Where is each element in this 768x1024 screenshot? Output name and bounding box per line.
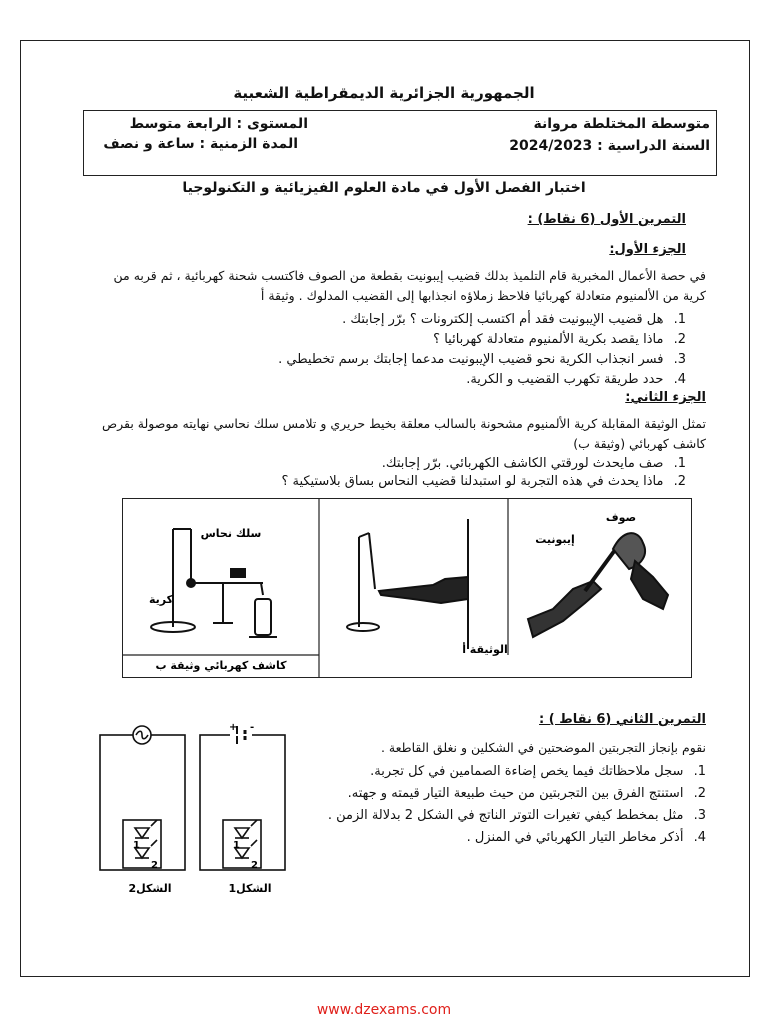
question-text: سجل ملاحظاتك فيما يخص إضاءة الصمامين في كل تجربة. <box>370 764 684 779</box>
fig1-led2-label: 2 <box>251 860 258 871</box>
question-number: 2. <box>673 332 686 347</box>
battery-plus: + <box>229 722 238 733</box>
wire-label: سلك نحاس <box>200 527 262 540</box>
question-number: 3. <box>693 808 706 823</box>
level-label: المستوى : الرابعة متوسط <box>129 116 308 132</box>
part2-title: الجزء الثاني: <box>625 390 706 405</box>
school-year: السنة الدراسية : 2024/2023 <box>509 138 710 154</box>
fig2-led2-label: 2 <box>151 860 158 871</box>
question-text: فسر انجذاب الكرية نحو قضيب الإيبونيت مدعما إجابتك برسم تخطيطي . <box>278 352 664 367</box>
doc-b-caption: كاشف كهربائي وثيقة ب <box>155 659 287 672</box>
ex2-question-4 <box>467 830 706 845</box>
question-text: مثل بمخطط كيفي تغيرات التوتر الناتج في الشكل 2 بدلالة الزمن . <box>327 808 684 823</box>
part1-intro-line1: في حصة الأعمال المخبرية قام التلميذ بدلك قضيب إيبونيت بقطعة من الصوف فاكتسب شحنة كهربائية ، ثم قربه من <box>113 268 706 283</box>
pendulum-apparatus <box>347 519 468 649</box>
part1-title: الجزء الأول: <box>609 242 686 257</box>
ebonite-label: إيبونيت <box>535 533 575 546</box>
part2-question-2 <box>281 474 686 489</box>
fig1-led1-label: 1 <box>233 840 240 851</box>
battery-minus: - <box>250 722 255 733</box>
question-number: 4. <box>693 830 706 845</box>
question-text: حدد طريقة تكهرب القضيب و الكرية. <box>466 372 664 387</box>
fig2-caption: الشكل2 <box>128 882 172 895</box>
part1-question-4 <box>466 372 686 387</box>
part1-question-2 <box>433 332 686 347</box>
fig1-caption: الشكل1 <box>228 882 272 895</box>
figure-drawing <box>123 499 691 677</box>
question-number: 2. <box>673 474 686 489</box>
wool-label: صوف <box>605 511 637 524</box>
part1-question-3 <box>278 352 686 367</box>
circuit-diagrams <box>95 720 295 900</box>
circuit-figure-2 <box>100 726 185 870</box>
republic-title: الجمهورية الجزائرية الديمقراطية الشعبية <box>233 84 535 102</box>
question-number: 1. <box>693 764 706 779</box>
question-number: 1. <box>673 456 686 471</box>
ex2-question-3 <box>328 808 706 823</box>
footer-link[interactable]: www.dzexams.com <box>316 1002 452 1018</box>
question-text: ماذا يحدث في هذه التجربة لو استبدلنا قضيب النحاس بساق بلاستيكية ؟ <box>281 474 664 489</box>
exam-title: اختبار الفصل الأول في مادة العلوم الفيزيائية و التكنولوجيا <box>182 180 586 196</box>
question-text: أذكر مخاطر التيار الكهربائي في المنزل . <box>466 830 684 845</box>
rubbing-illustration <box>528 533 668 637</box>
exercise1-title: التمرين الأول (6 نقاط) : <box>527 212 686 227</box>
question-number: 4. <box>673 372 686 387</box>
question-text: هل قضيب الإيبونيت فقد أم اكتسب إلكترونات ؟ برّر إجابتك . <box>342 312 664 327</box>
fig2-led1-label: 1 <box>133 840 140 851</box>
doc-a-caption: الوثيقة أ <box>462 643 508 656</box>
question-number: 3. <box>673 352 686 367</box>
exercise2-intro: نقوم بإنجاز التجربتين الموضحتين في الشكلين و نغلق القاطعة . <box>380 740 706 755</box>
school-name: متوسطة المختلطة مروانة <box>533 116 710 132</box>
question-text: ماذا يقصد بكرية الألمنيوم متعادلة كهربائيا ؟ <box>433 332 664 347</box>
ex2-question-1 <box>370 764 706 779</box>
duration-label: المدة الزمنية : ساعة و نصف <box>103 136 298 152</box>
part2-intro-line2: كاشف كهربائي (وثيقة ب) <box>573 436 706 451</box>
part2-intro-line1: تمثل الوثيقة المقابلة كرية الألمنيوم مشحونة بالسالب معلقة بخيط حريري و تلامس سلك نحاسي نهايته موصولة بقرص <box>102 416 706 431</box>
figure-panel <box>122 498 692 678</box>
part2-question-1 <box>382 456 686 471</box>
circuit-figure-1 <box>200 726 285 870</box>
exercise2-title: التمرين الثاني (6 نقاط ) : <box>539 712 706 727</box>
ex2-question-2 <box>348 786 706 801</box>
question-number: 2. <box>693 786 706 801</box>
electroscope-apparatus <box>148 529 277 637</box>
ball-label: كرية <box>148 593 174 606</box>
question-number: 1. <box>673 312 686 327</box>
part1-intro-line2: كرية من الألمنيوم متعادلة كهربائيا فلاحظ زملاؤه انجذابها إلى القضيب المدلوك . وثيقة أ <box>260 288 706 303</box>
part1-question-1 <box>342 312 686 327</box>
question-text: صف مايحدث لورقتي الكاشف الكهربائي. برّر إجابتك. <box>381 456 664 471</box>
question-text: استنتج الفرق بين التجربتين من حيث طبيعة التيار قيمته و جهته. <box>347 786 684 801</box>
